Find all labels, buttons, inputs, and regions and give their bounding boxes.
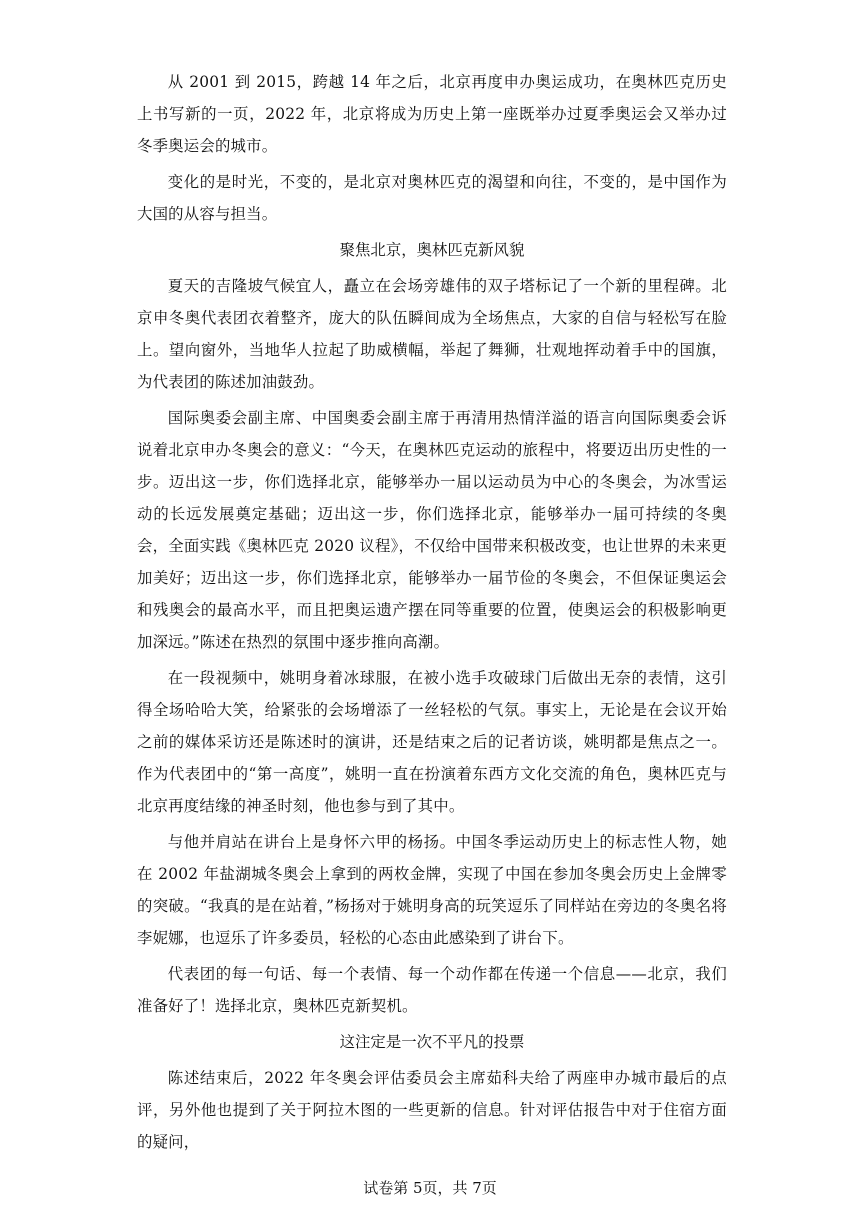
paragraph: 与他并肩站在讲台上是身怀六甲的杨扬。中国冬季运动历史上的标志性人物，她在 2002 年盐湖城冬奥会上拿到的两枚金牌，实现了中国在参加冬奥会历史上金牌零的突破。“我真的是在站着，”杨扬对于姚明身高的玩笑逗乐了同样站在旁边的冬奥名将李妮娜，也逗乐了许多委员，轻松的心态由此感染到了讲台下。 <box>137 833 727 947</box>
article-body <box>137 66 727 1158</box>
paragraph: 陈述结束后，2022 年冬奥会评估委员会主席茹科夫给了两座申办城市最后的点评，另外他也提到了关于阿拉木图的一些更新的信息。针对评估报告中对于住宿方面的疑问， <box>137 1069 727 1151</box>
paragraph: 夏天的吉隆坡气候宜人，矗立在会场旁雄伟的双子塔标记了一个新的里程碑。北京申冬奥代表团衣着整齐，庞大的队伍瞬间成为全场焦点，大家的自信与轻松写在脸上。望向窗外，当地华人拉起了助威横幅，举起了舞狮，壮观地挥动着手中的国旗，为代表团的陈述加油鼓劲。 <box>137 277 727 391</box>
section-heading: 聚焦北京，奥林匹克新风貌 <box>339 241 525 259</box>
paragraph: 变化的是时光，不变的，是北京对奥林匹克的渴望和向往，不变的，是中国作为大国的从容与担当。 <box>137 173 727 223</box>
paragraph: 代表团的每一句话、每一个表情、每一个动作都在传递一个信息——北京，我们准备好了！选择北京，奥林匹克新契机。 <box>137 965 727 1015</box>
section-heading: 这注定是一次不平凡的投票 <box>339 1033 525 1051</box>
page-footer: 试卷第 5页，共 7页 <box>363 1179 497 1197</box>
paragraph: 在一段视频中，姚明身着冰球服，在被小选手攻破球门后做出无奈的表情，这引得全场哈哈大笑，给紧张的会场增添了一丝轻松的气氛。事实上，无论是在会议开始之前的媒体采访还是陈述时的演讲，还是结束之后的记者访谈，姚明都是焦点之一。作为代表团中的“第一高度”，姚明一直在扮演着东西方文化交流的角色，奥林匹克与北京再度结缘的神圣时刻，他也参与到了其中。 <box>137 669 727 815</box>
paragraph: 国际奥委会副主席、中国奥委会副主席于再清用热情洋溢的语言向国际奥委会诉说着北京申办冬奥会的意义：“今天，在奥林匹克运动的旅程中，将要迈出历史性的一步。迈出这一步，你们选择北京，能够举办一届以运动员为中心的冬奥会，为冰雪运动的长远发展奠定基础；迈出这一步，你们选择北京，能够举办一届可持续的冬奥会，全面实践《奥林匹克 2020 议程》，不仅给中国带来积极改变，也让世界的未来更加美好；迈出这一步，你们选择北京，能够举办一届节俭的冬奥会，不但保证奥运会和残奥会的最高水平，而且把奥运遗产摆在同等重要的位置，使奥运会的积极影响更加深远。”陈述在热烈的氛围中逐步推向高潮。 <box>137 409 727 651</box>
paragraph: 从 2001 到 2015，跨越 14 年之后，北京再度申办奥运成功，在奥林匹克历史上书写新的一页，2022 年，北京将成为历史上第一座既举办过夏季奥运会又举办过冬季奥运会的城市。 <box>137 73 727 155</box>
